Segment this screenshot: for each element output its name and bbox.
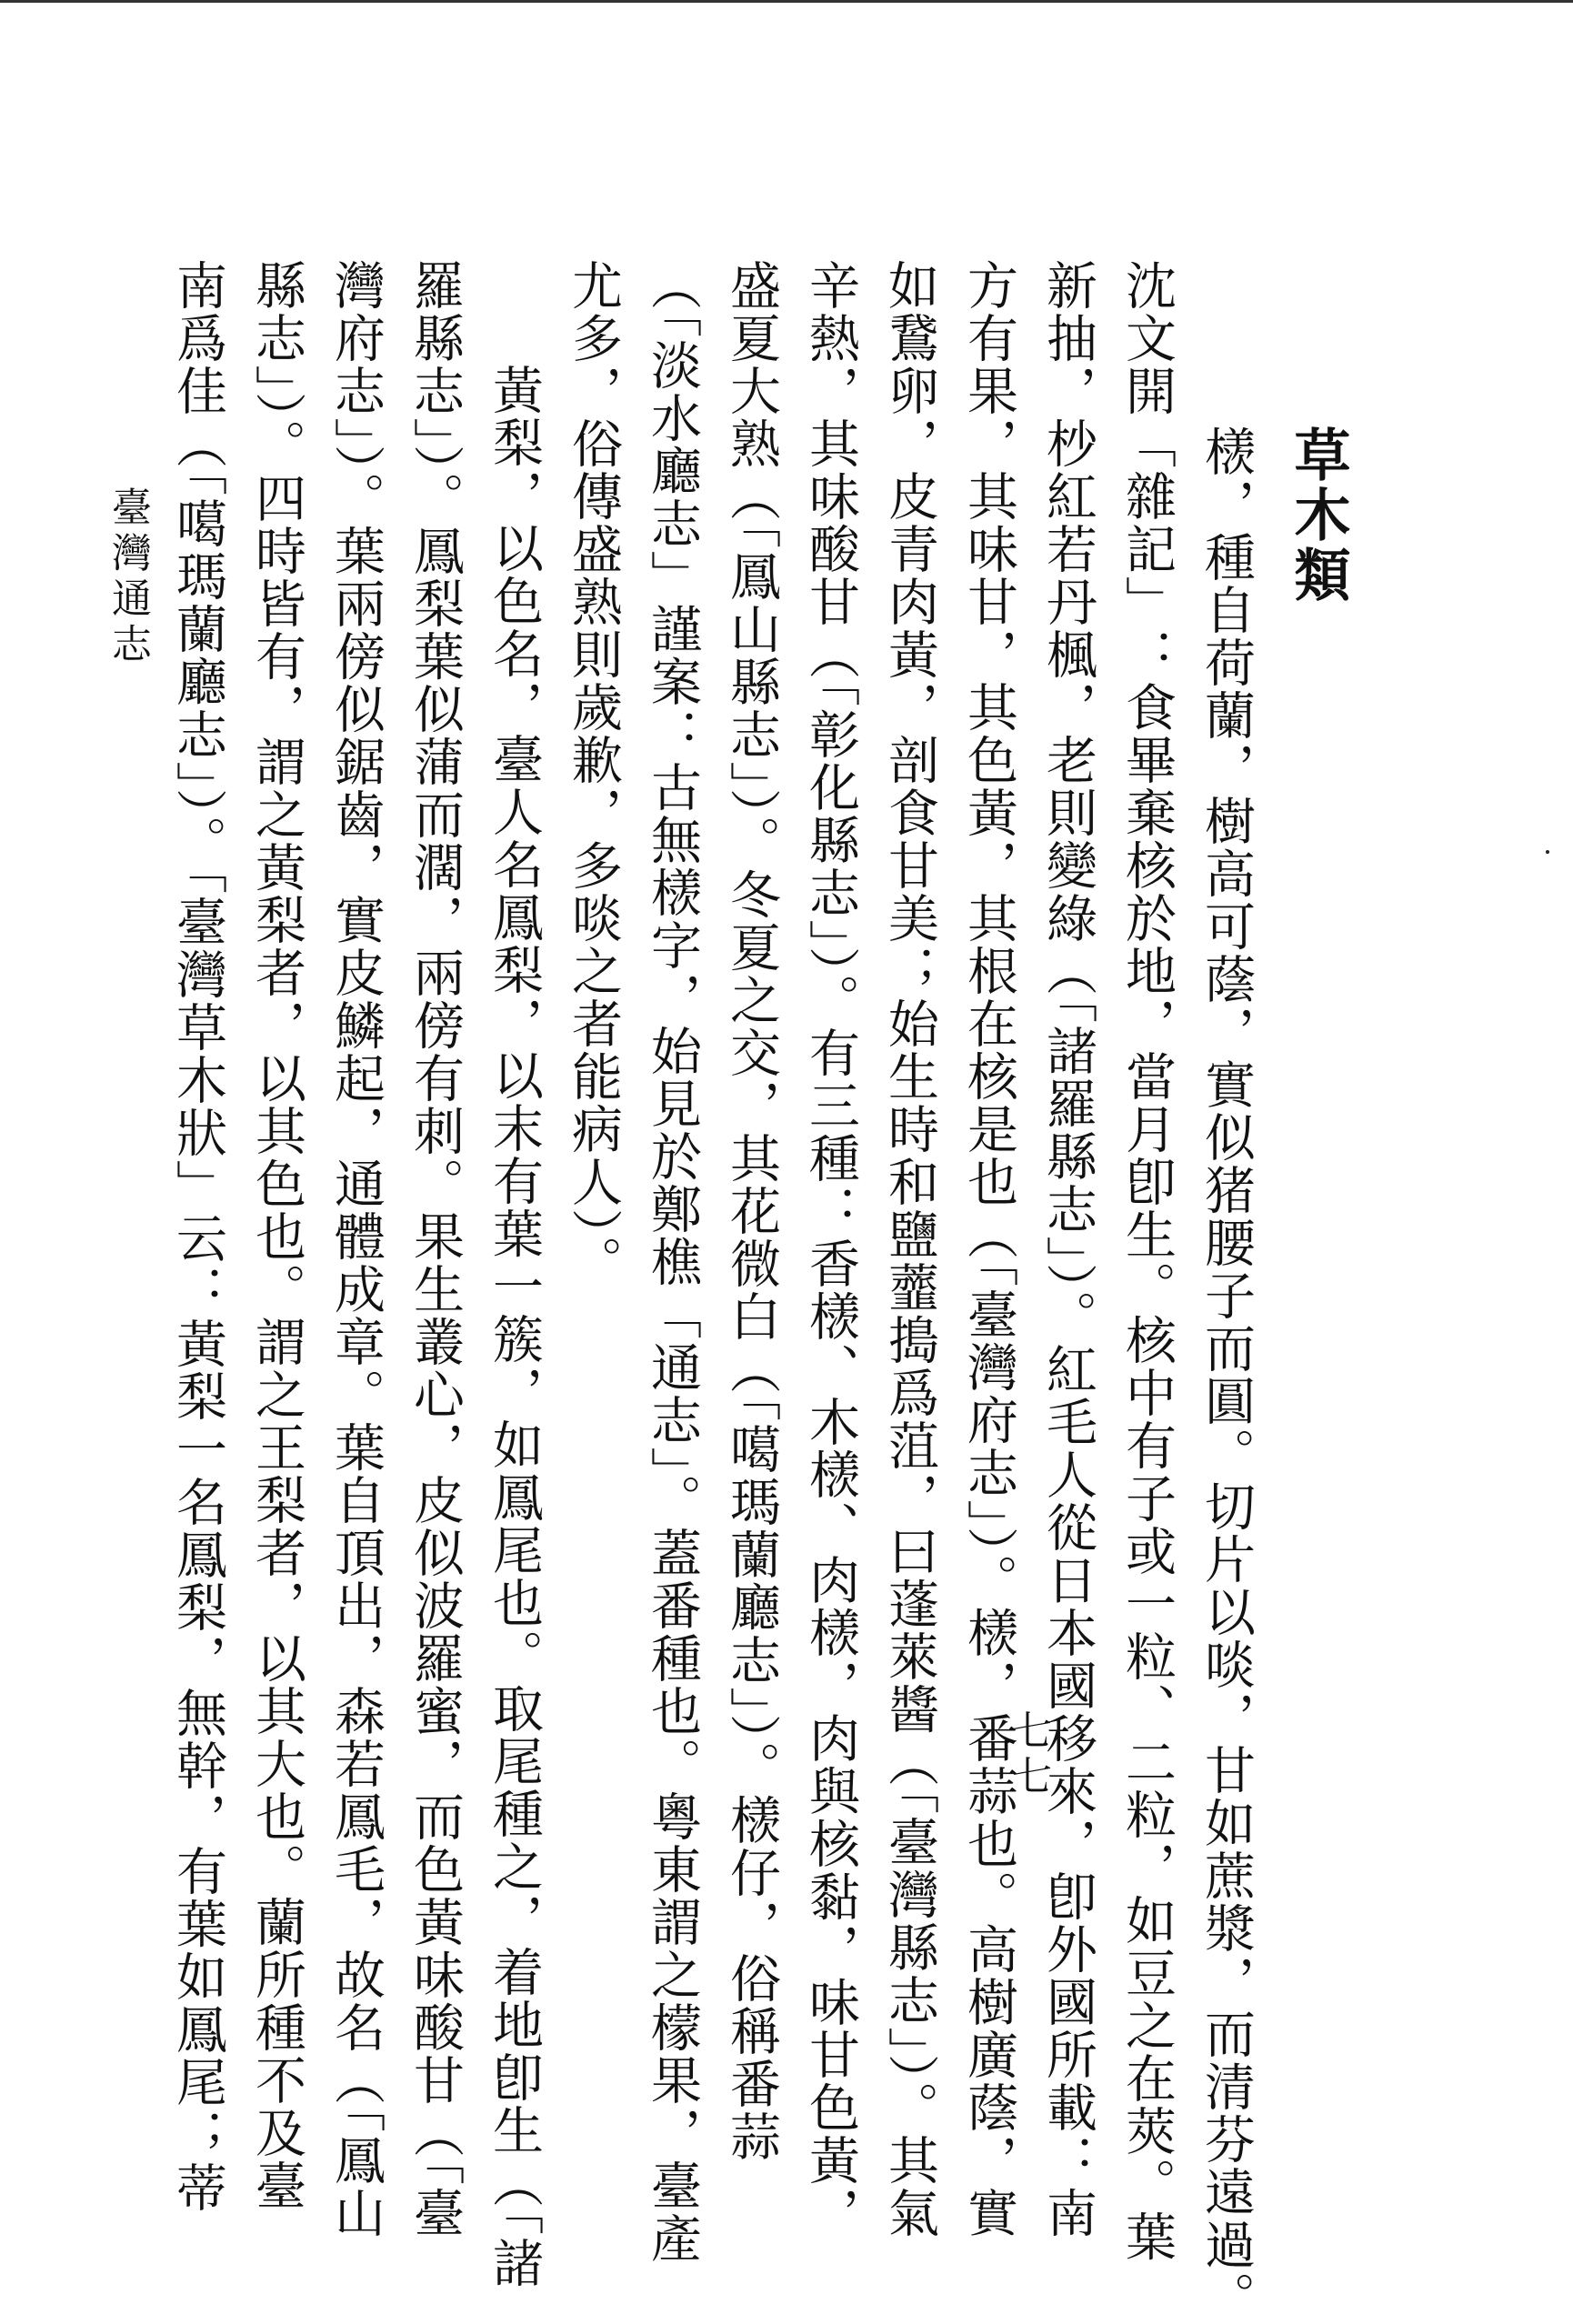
book-title-footer: 臺灣通志 xyxy=(105,486,151,668)
text-column-6: 辛熱，其味酸甘（「彰化縣志」）。有三種：香檨、木檨、肉檨，肉與核黏，味甘色黃， xyxy=(801,259,860,2239)
text-column-9: 尤多，俗傳盛熟則歲歉，多啖之者能病人）。 xyxy=(564,259,623,1288)
text-column-3: 新抽，杪紅若丹楓，老則變綠（「諸羅縣志」）。紅毛人從日本國移來，卽外國所載：南 xyxy=(1038,259,1097,2239)
text-column-13: 縣志」）。四時皆有，謂之黃梨者，以其色也。謂之王梨者，以其大也。蘭所種不及臺 xyxy=(247,259,306,2212)
text-column-5: 如鵞卵，皮青肉黃，剖食甘美；始生時和鹽虀搗爲菹，曰蓬萊醬（「臺灣縣志」）。其氣 xyxy=(880,259,939,2239)
text-column-10: 黃梨，以色名，臺人名鳳梨，以末有葉一簇，如鳳尾也。取尾種之，着地卽生（「諸 xyxy=(485,364,544,2289)
text-column-12: 灣府志」）。葉兩傍似鋸齒，實皮鱗起，通體成章。葉自頂出，森若鳳毛，故名（「鳳山 xyxy=(326,259,386,2239)
page-top-rule xyxy=(0,0,1573,3)
text-column-1: 檨，種自荷蘭，樹高可蔭，實似猪腰子而圓。切片以啖，甘如蔗漿，而清芬遠過。 xyxy=(1197,426,1256,2324)
page-number: 七七 xyxy=(1005,1709,1051,1800)
text-column-7: 盛夏大熟（「鳳山縣志」）。冬夏之交，其花微白（「噶瑪蘭廳志」）。檨仔，俗稱番蒜 xyxy=(722,259,781,2163)
section-heading: 草木類 xyxy=(1285,426,1351,606)
text-column-11: 羅縣志」）。鳳梨葉似蒲而濶，兩傍有刺。果生叢心，皮似波羅蜜，而色黃味酸甘（「臺 xyxy=(406,259,465,2239)
text-column-2: 沈文開「雜記」：食畢棄核於地，當月卽生。核中有子或一粒、二粒，如豆之在莢。葉 xyxy=(1117,259,1177,2263)
text-column-4: 方有果，其味甘，其色黃，其根在核是也（「臺灣府志」）。檨，番蒜也。高樹廣蔭，實 xyxy=(959,259,1018,2239)
text-column-14: 南爲佳（「噶瑪蘭廳志」）。「臺灣草木狀」云：黃梨一名鳳梨，無幹，有葉如鳳尾；蒂 xyxy=(168,259,227,2214)
speck-mark xyxy=(1546,850,1549,854)
text-column-8: （「淡水廳志」謹案：古無檨字，始見於鄭樵「通志」。蓋番種也。粵東謂之檬果，臺產 xyxy=(643,259,702,2265)
